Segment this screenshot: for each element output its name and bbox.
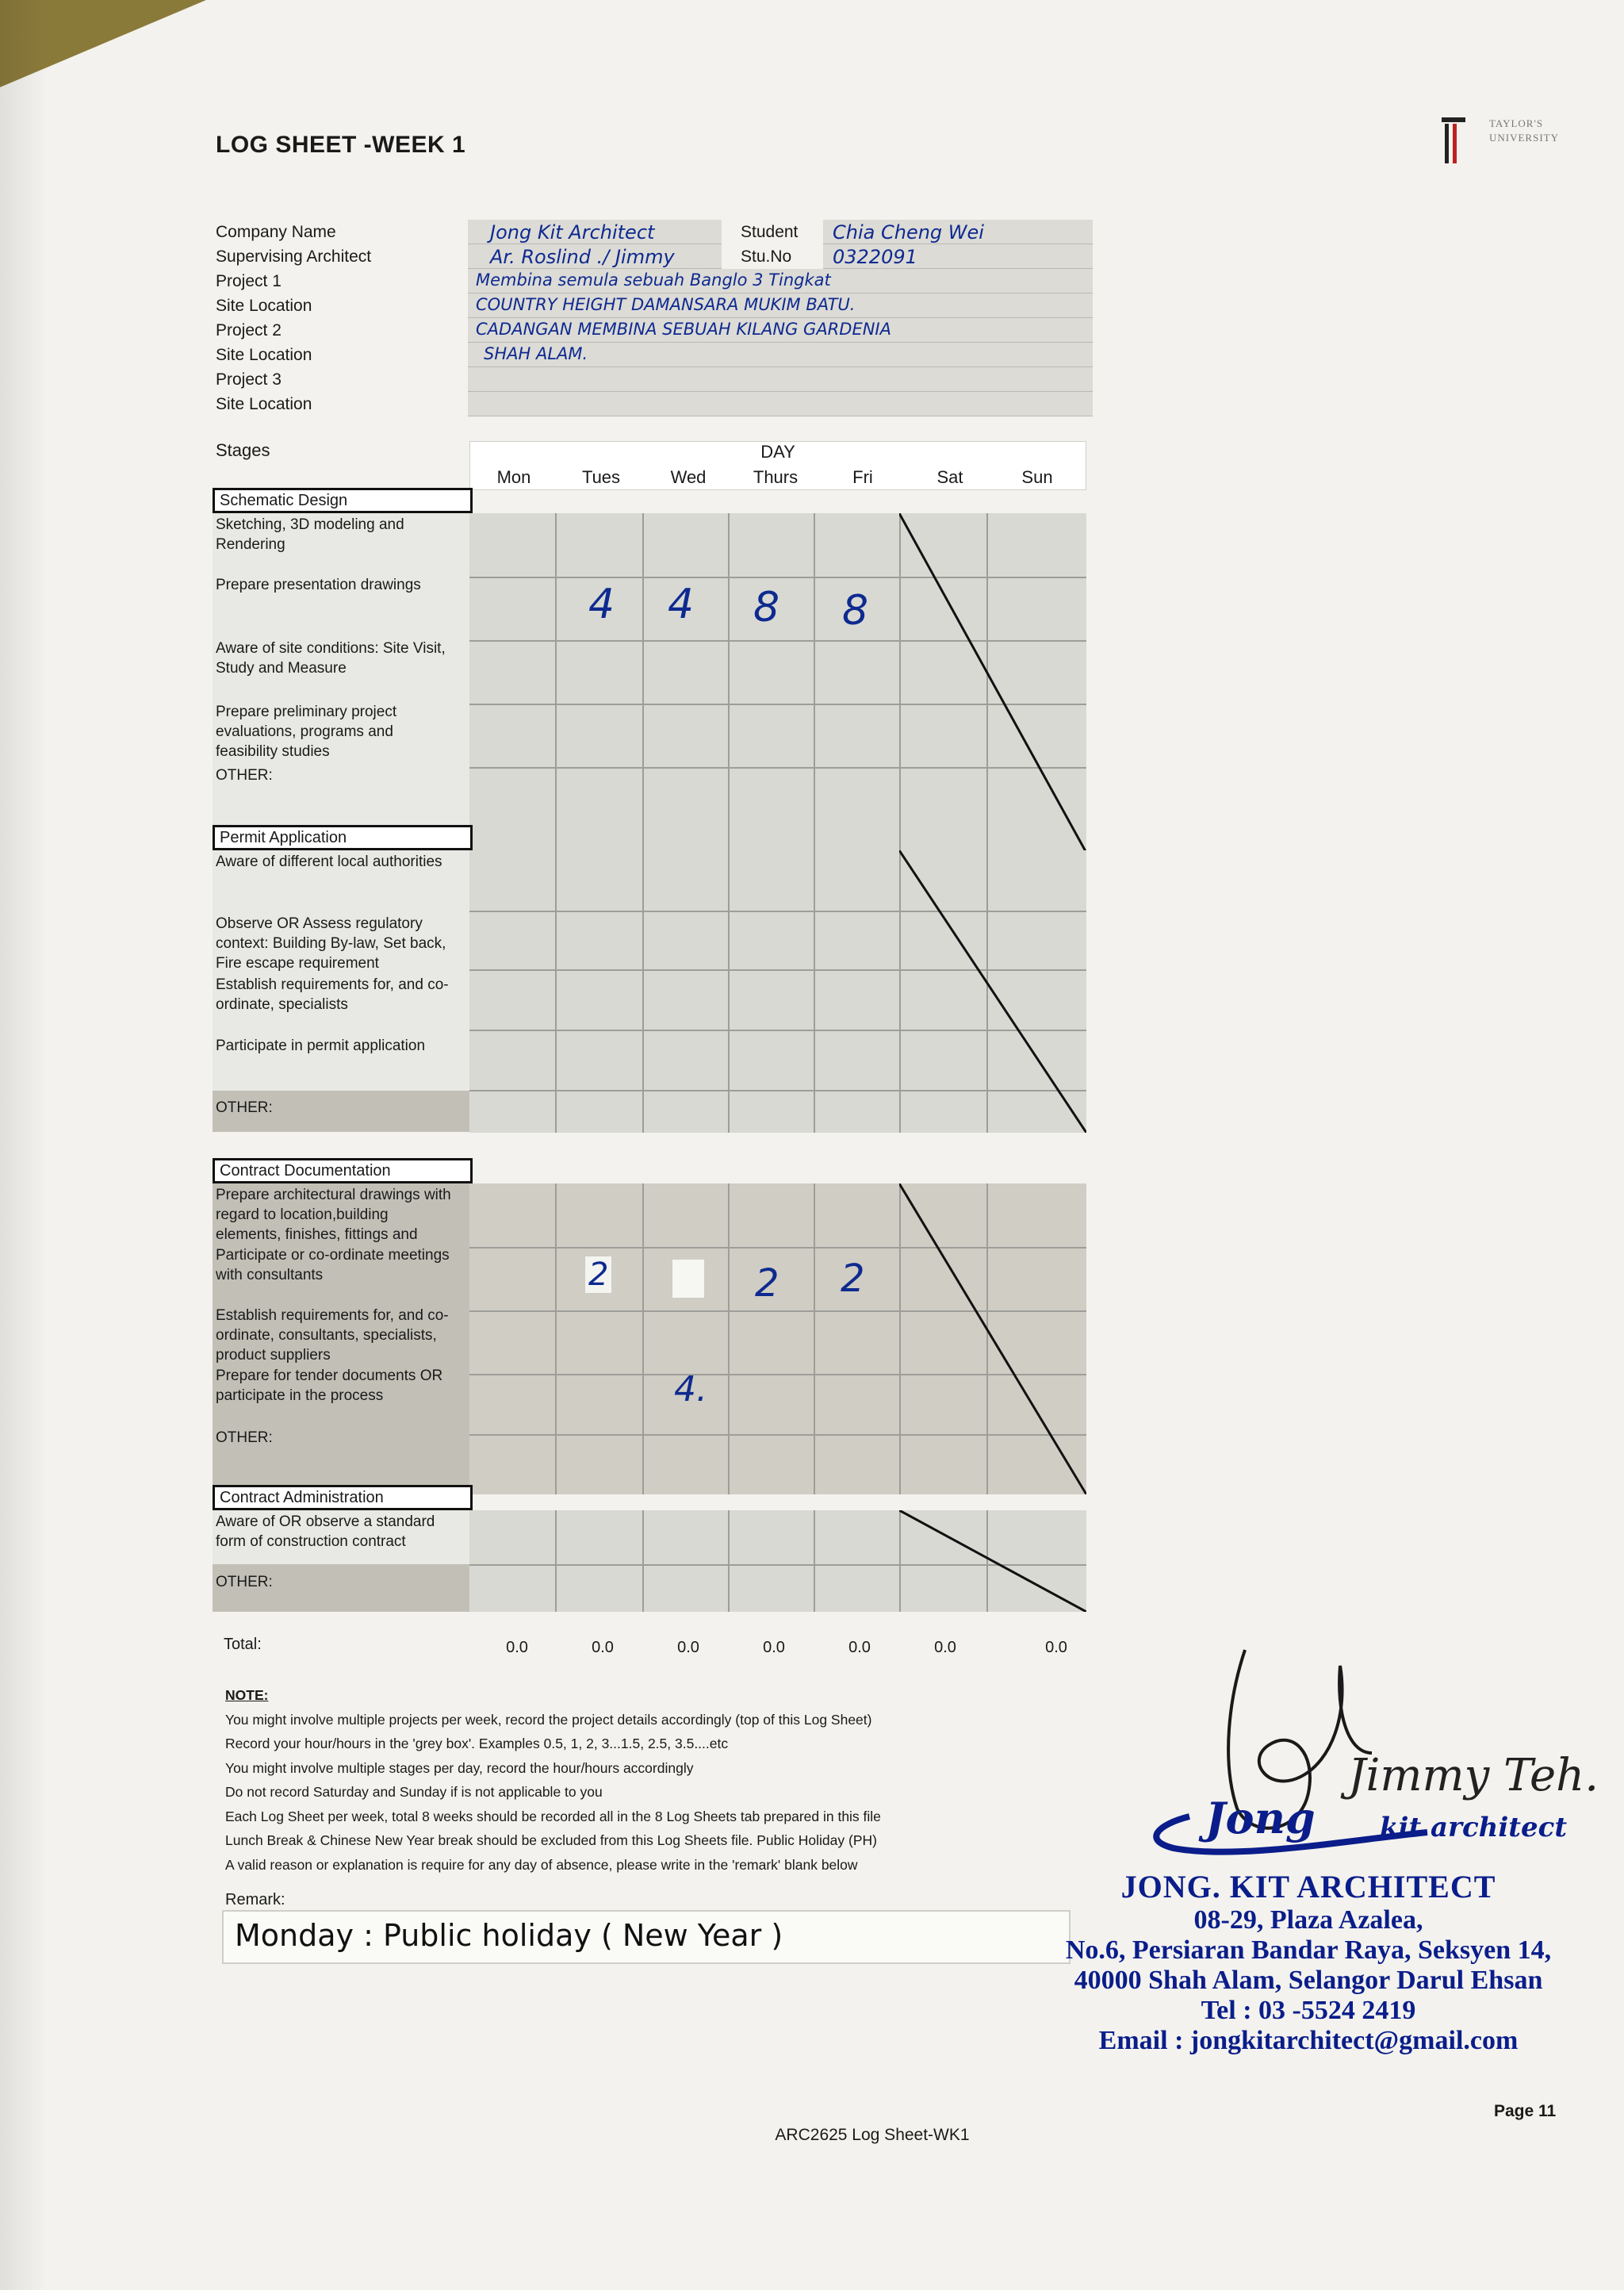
weekend-strike-line bbox=[899, 513, 1086, 853]
note-line: You might involve multiple projects per week, record the project details accordingly (top of this Log Sheet) bbox=[225, 1711, 872, 1728]
student-value: Chia Cheng Wei bbox=[833, 221, 984, 244]
info-value: SHAH ALAM. bbox=[484, 344, 588, 363]
note-line: Each Log Sheet per week, total 8 weeks should be recorded all in the 8 Log Sheets tab prepared in this file bbox=[225, 1808, 881, 1824]
hour-entry-tues[interactable]: 2 bbox=[585, 1256, 611, 1293]
info-row-company bbox=[213, 220, 1093, 244]
student-box bbox=[823, 220, 1093, 244]
info-box bbox=[468, 392, 1093, 416]
hour-entry-fri[interactable]: 2 bbox=[841, 1256, 865, 1301]
hour-entry-thurs[interactable]: 8 bbox=[753, 584, 780, 631]
total-mon: 0.0 bbox=[506, 1639, 528, 1656]
info-label: Site Location bbox=[216, 297, 312, 315]
total-wed: 0.0 bbox=[677, 1639, 699, 1656]
info-box bbox=[468, 293, 1093, 318]
task-label: Observe OR Assess regulatory context: Building By-law, Set back, Fire escape requirement bbox=[216, 915, 446, 972]
day-sun: Sun bbox=[1021, 467, 1053, 487]
notes-heading: NOTE: bbox=[225, 1687, 269, 1703]
task-label: OTHER: bbox=[216, 767, 273, 784]
task-label: Participate or co-ordinate meetings with consultants bbox=[216, 1247, 450, 1283]
total-tues: 0.0 bbox=[592, 1639, 614, 1656]
hour-entry-tues[interactable]: 4 bbox=[588, 581, 615, 628]
info-box bbox=[468, 367, 1093, 392]
task-label: Prepare architectural drawings with regard to location,building elements, finishes, fittings and bbox=[216, 1187, 451, 1243]
day-tues: Tues bbox=[581, 467, 621, 487]
day-mon: Mon bbox=[496, 467, 531, 487]
task-label: Aware of OR observe a standard form of construction contract bbox=[216, 1513, 435, 1550]
info-row-site3 bbox=[213, 392, 1093, 416]
weekend-strike-line bbox=[899, 1183, 1086, 1494]
task-label: Prepare for tender documents OR participate in the process bbox=[216, 1367, 443, 1404]
day-fri: Fri bbox=[852, 467, 873, 487]
info-box bbox=[468, 244, 722, 269]
company-logo-script: Jong bbox=[1205, 1793, 1316, 1843]
footer-code: ARC2625 Log Sheet-WK1 bbox=[775, 2126, 970, 2144]
info-box bbox=[468, 269, 1093, 293]
stamp-address-line: 40000 Shah Alam, Selangor Darul Ehsan bbox=[1074, 1966, 1543, 1995]
task-label: Prepare presentation drawings bbox=[216, 577, 421, 593]
page-number: Page 11 bbox=[1494, 2102, 1557, 2120]
note-line: Lunch Break & Chinese New Year break should be excluded from this Log Sheets file. Public Holiday (PH) bbox=[225, 1832, 877, 1848]
notes-block bbox=[225, 1683, 881, 1877]
hours-grid[interactable] bbox=[469, 850, 1086, 1133]
total-label: Total: bbox=[224, 1636, 262, 1653]
weekend-strike-line bbox=[899, 1510, 1086, 1612]
day-header bbox=[469, 441, 1086, 490]
info-label: Site Location bbox=[216, 395, 312, 413]
correction-patch bbox=[672, 1260, 704, 1298]
remark-value: Monday : Public holiday ( New Year ) bbox=[235, 1918, 783, 1953]
note-line: Record your hour/hours in the 'grey box'. Examples 0.5, 1, 2, 3...1.5, 2.5, 3.5....etc bbox=[225, 1736, 729, 1751]
total-sat: 0.0 bbox=[934, 1639, 956, 1656]
section-title: Contract Documentation bbox=[213, 1158, 473, 1183]
section-title: Permit Application bbox=[213, 825, 473, 850]
info-row-project1 bbox=[213, 269, 1093, 293]
info-label: Project 3 bbox=[216, 370, 282, 389]
stages-label: Stages bbox=[216, 440, 270, 460]
hour-entry-fri[interactable]: 8 bbox=[842, 587, 869, 635]
total-fri: 0.0 bbox=[848, 1639, 871, 1656]
grid-divider bbox=[555, 513, 557, 853]
info-value: CADANGAN MEMBINA SEBUAH KILANG GARDENIA bbox=[476, 320, 891, 339]
grid-divider bbox=[642, 1510, 644, 1612]
stuno-label: Stu.No bbox=[741, 247, 792, 266]
stamp-address-line: 08-29, Plaza Azalea, bbox=[1193, 1905, 1423, 1935]
grid-divider bbox=[728, 513, 730, 853]
university-name-line1: TAYLOR'S bbox=[1489, 117, 1544, 129]
info-box bbox=[468, 318, 1093, 343]
stamp-address-line: No.6, Persiaran Bandar Raya, Seksyen 14, bbox=[1065, 1935, 1552, 1965]
grid-divider bbox=[728, 1183, 730, 1494]
grid-divider bbox=[814, 513, 815, 853]
day-title: DAY bbox=[760, 442, 795, 462]
grid-divider bbox=[814, 1183, 815, 1494]
weekend-strike-line bbox=[899, 850, 1086, 1133]
total-thurs: 0.0 bbox=[763, 1639, 785, 1656]
stuno-value: 0322091 bbox=[833, 246, 917, 268]
task-column bbox=[213, 513, 469, 853]
task-label: Prepare preliminary project evaluations, programs and feasibility studies bbox=[216, 704, 397, 760]
university-logo-icon bbox=[1442, 117, 1465, 165]
note-line: Do not record Saturday and Sunday if is not applicable to you bbox=[225, 1784, 603, 1800]
task-label: Participate in permit application bbox=[216, 1038, 426, 1054]
page-title: LOG SHEET -WEEK 1 bbox=[216, 132, 466, 158]
remark-label: Remark: bbox=[225, 1891, 285, 1908]
hour-entry-thurs[interactable]: 2 bbox=[755, 1261, 779, 1306]
grid-divider bbox=[642, 1183, 644, 1494]
grid-divider bbox=[555, 1183, 557, 1494]
info-row-project3 bbox=[213, 367, 1093, 392]
day-thurs: Thurs bbox=[753, 467, 799, 487]
paper-shadow bbox=[0, 0, 48, 2290]
info-value: COUNTRY HEIGHT DAMANSARA MUKIM BATU. bbox=[476, 295, 856, 314]
hours-grid[interactable] bbox=[469, 513, 1086, 853]
info-row-supervisor bbox=[213, 244, 1093, 269]
university-logo bbox=[1442, 111, 1592, 175]
task-label: Sketching, 3D modeling and Rendering bbox=[216, 516, 404, 553]
info-label: Project 1 bbox=[216, 272, 282, 290]
stamp-company-name: JONG. KIT ARCHITECT bbox=[1120, 1869, 1496, 1904]
hours-grid[interactable] bbox=[469, 1183, 1086, 1494]
signature-name: Jimmy Teh. bbox=[1348, 1750, 1599, 1801]
task-label: OTHER: bbox=[216, 1574, 273, 1590]
section-title: Contract Administration bbox=[213, 1485, 473, 1510]
total-sun: 0.0 bbox=[1045, 1639, 1067, 1656]
task-label: Establish requirements for, and co-ordinate, consultants, specialists, product suppliers bbox=[216, 1307, 449, 1364]
section-title: Schematic Design bbox=[213, 488, 473, 513]
info-label: Project 2 bbox=[216, 321, 282, 339]
stuno-box bbox=[823, 244, 1093, 269]
info-value: Jong Kit Architect bbox=[490, 221, 655, 244]
hours-grid[interactable] bbox=[469, 1510, 1086, 1612]
note-line: You might involve multiple stages per day, record the hour/hours accordingly bbox=[225, 1759, 694, 1776]
task-label: OTHER: bbox=[216, 1099, 273, 1116]
info-row-project2 bbox=[213, 318, 1093, 343]
hour-entry-wed-tender[interactable]: 4. bbox=[674, 1369, 707, 1410]
info-row-site2 bbox=[213, 343, 1093, 367]
company-logo-subtext: kit architect bbox=[1380, 1812, 1568, 1843]
info-row-site1 bbox=[213, 293, 1093, 318]
stamp-email: Email : jongkitarchitect@gmail.com bbox=[1098, 2026, 1519, 2055]
company-stamp bbox=[1023, 1868, 1594, 2056]
info-label: Company Name bbox=[216, 223, 336, 241]
info-value: Ar. Roslind ./ Jimmy bbox=[490, 246, 675, 268]
note-line: A valid reason or explanation is require for any day of absence, please write in the 'remark' blank below bbox=[225, 1856, 858, 1873]
university-name-line2: UNIVERSITY bbox=[1489, 132, 1559, 144]
signature bbox=[1110, 1634, 1618, 1888]
grid-divider bbox=[555, 1510, 557, 1612]
info-value: Membina semula sebuah Banglo 3 Tingkat bbox=[476, 270, 831, 290]
info-label: Supervising Architect bbox=[216, 247, 372, 266]
hour-entry-wed[interactable]: 4 bbox=[668, 581, 695, 628]
grid-divider bbox=[642, 513, 644, 853]
grid-divider bbox=[814, 1510, 815, 1612]
grid-divider bbox=[728, 1510, 730, 1612]
info-label: Site Location bbox=[216, 346, 312, 364]
day-wed: Wed bbox=[670, 467, 707, 487]
info-box bbox=[468, 343, 1093, 367]
task-label: Aware of site conditions: Site Visit, Study and Measure bbox=[216, 640, 446, 677]
stamp-tel: Tel : 03 -5524 2419 bbox=[1201, 1996, 1416, 2025]
info-box bbox=[468, 220, 722, 244]
day-sat: Sat bbox=[936, 467, 963, 487]
task-label: Aware of different local authorities bbox=[216, 853, 442, 870]
remark-field[interactable] bbox=[222, 1910, 1071, 1964]
task-label: OTHER: bbox=[216, 1429, 273, 1446]
task-label: Establish requirements for, and co-ordinate, specialists bbox=[216, 976, 449, 1013]
student-label: Student bbox=[741, 223, 799, 241]
